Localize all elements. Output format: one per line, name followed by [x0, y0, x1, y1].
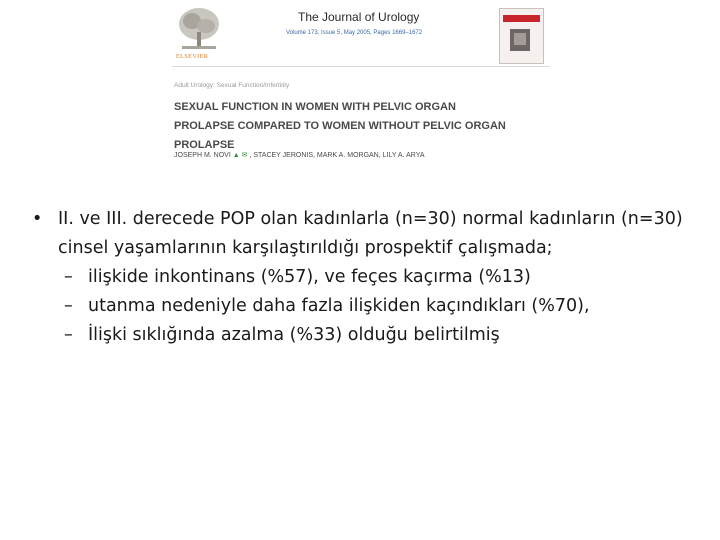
journal-issue-link[interactable]: Volume 173, Issue 5, May 2005, Pages 1669–1672	[286, 30, 423, 36]
journal-header-image	[172, 4, 550, 67]
sub-item-text: utanma nedeniyle daha fazla ilişkiden kaçındıkları (%70),	[88, 296, 590, 316]
journal-cover-thumbnail	[499, 8, 544, 64]
sub-item	[32, 263, 692, 292]
article-authors	[174, 151, 425, 159]
bullet-text: II. ve III. derecede POP olan kadınlarla (n=30) normal kadınların (n=30) cinsel yaşamlarının karşılaştırıldığı prospektif çalışmada;	[58, 209, 683, 258]
publisher-name: ELSEVIER	[176, 54, 209, 60]
slide-bullet-list	[32, 205, 692, 350]
dash-icon: –	[64, 296, 73, 316]
dash-icon: –	[64, 325, 73, 345]
cover-image-detail	[514, 33, 526, 45]
journal-title: The Journal of Urology	[298, 10, 420, 24]
sub-item-text: ilişkide inkontinans (%57), ve feçes kaçırma (%13)	[88, 267, 531, 287]
sub-item	[32, 321, 692, 350]
bullet-icon: •	[32, 209, 43, 229]
cover-title-band	[503, 15, 540, 22]
article-title: SEXUAL FUNCTION IN WOMEN WITH PELVIC ORGAN PROLAPSE COMPARED TO WOMEN WITHOUT PELVIC ORGAN PROLAPSE	[174, 101, 506, 151]
sub-item	[32, 292, 692, 321]
person-icon: ▲	[232, 152, 240, 159]
email-icon[interactable]: ✉	[241, 152, 248, 159]
other-authors[interactable]: , STACEY JERONIS, MARK A. MORGAN, LILY A. ARYA	[249, 152, 425, 159]
bullet-item	[32, 205, 692, 263]
first-author[interactable]: JOSEPH M. NOVI	[174, 152, 231, 159]
article-section: Adult Urology: Sexual Function/Infertility	[174, 82, 290, 89]
dash-icon: –	[64, 267, 73, 287]
sub-item-text: İlişki sıklığında azalma (%33) olduğu belirtilmiş	[88, 325, 500, 345]
